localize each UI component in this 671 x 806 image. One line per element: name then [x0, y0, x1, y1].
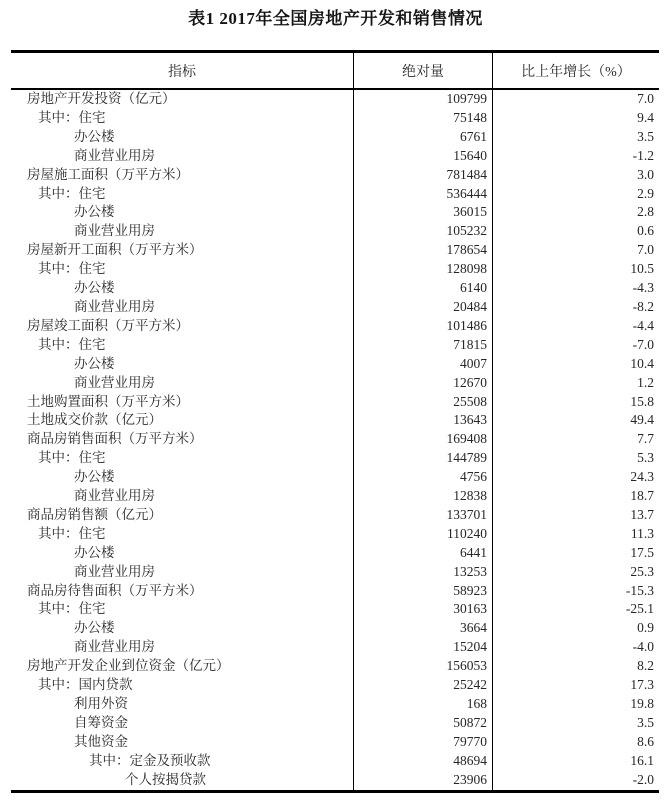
absolute-value-cell: 23906 — [353, 771, 492, 790]
table-row — [11, 657, 659, 676]
absolute-value-cell: 133701 — [353, 506, 492, 525]
absolute-value-cell: 156053 — [353, 657, 492, 676]
growth-value-cell: 15.8 — [492, 393, 659, 412]
absolute-value-cell: 169408 — [353, 430, 492, 449]
absolute-value-cell: 105232 — [353, 222, 492, 241]
growth-value-cell: 0.6 — [492, 222, 659, 241]
growth-value-cell: 0.9 — [492, 619, 659, 638]
indicator-cell: 办公楼 — [74, 355, 115, 371]
indicator-cell: 个人按揭贷款 — [125, 771, 206, 787]
indicator-cell: 其中：国内贷款 — [38, 677, 133, 693]
table-row — [11, 185, 659, 204]
table-row — [11, 374, 659, 393]
growth-value-cell: 1.2 — [492, 374, 659, 393]
absolute-value-cell: 110240 — [353, 525, 492, 544]
growth-value-cell: -4.4 — [492, 317, 659, 336]
growth-value-cell: 10.4 — [492, 355, 659, 374]
absolute-value-cell: 6140 — [353, 279, 492, 298]
indicator-cell: 商业营业用房 — [74, 488, 155, 504]
table-row — [11, 733, 659, 752]
absolute-value-cell: 12670 — [353, 374, 492, 393]
indicator-cell: 其他资金 — [74, 733, 128, 749]
page-title: 表1 2017年全国房地产开发和销售情况 — [188, 9, 483, 28]
growth-value-cell: 3.5 — [492, 714, 659, 733]
table-row — [11, 279, 659, 298]
indicator-cell: 办公楼 — [74, 280, 115, 296]
indicator-cell: 商品房销售面积（万平方米） — [27, 431, 203, 447]
indicator-cell: 房屋施工面积（万平方米） — [27, 166, 189, 182]
growth-value-cell: 3.0 — [492, 166, 659, 185]
absolute-value-cell: 109799 — [353, 90, 492, 109]
absolute-value-cell: 20484 — [353, 298, 492, 317]
indicator-cell: 商业营业用房 — [74, 374, 155, 390]
absolute-value-cell: 25508 — [353, 393, 492, 412]
table-row — [11, 752, 659, 771]
indicator-cell: 其中：住宅 — [38, 109, 106, 125]
indicator-cell: 办公楼 — [74, 620, 115, 636]
growth-value-cell: 16.1 — [492, 752, 659, 771]
growth-value-cell: 13.7 — [492, 506, 659, 525]
growth-value-cell: 7.0 — [492, 90, 659, 109]
indicator-cell: 商业营业用房 — [74, 563, 155, 579]
growth-value-cell: -7.0 — [492, 336, 659, 355]
table-row — [11, 317, 659, 336]
growth-value-cell: 10.5 — [492, 260, 659, 279]
table-row — [11, 260, 659, 279]
indicator-cell: 房屋竣工面积（万平方米） — [27, 317, 189, 333]
growth-value-cell: -4.3 — [492, 279, 659, 298]
growth-value-cell: 7.7 — [492, 430, 659, 449]
growth-value-cell: -1.2 — [492, 147, 659, 166]
stats-table — [11, 50, 659, 793]
absolute-value-cell: 15640 — [353, 147, 492, 166]
table-row — [11, 449, 659, 468]
absolute-value-cell: 144789 — [353, 449, 492, 468]
absolute-value-cell: 168 — [353, 695, 492, 714]
absolute-value-cell: 79770 — [353, 733, 492, 752]
growth-value-cell: 19.8 — [492, 695, 659, 714]
indicator-cell: 其中：住宅 — [38, 185, 106, 201]
table-row — [11, 582, 659, 601]
absolute-value-cell: 178654 — [353, 241, 492, 260]
growth-value-cell: 7.0 — [492, 241, 659, 260]
table-row — [11, 298, 659, 317]
absolute-value-cell: 50872 — [353, 714, 492, 733]
absolute-value-cell: 36015 — [353, 203, 492, 222]
growth-value-cell: 3.5 — [492, 128, 659, 147]
table-row — [11, 676, 659, 695]
table-header-row — [11, 53, 659, 90]
indicator-cell: 其中：住宅 — [38, 525, 106, 541]
absolute-value-cell: 781484 — [353, 166, 492, 185]
growth-value-cell: 24.3 — [492, 468, 659, 487]
indicator-cell: 房屋新开工面积（万平方米） — [27, 242, 203, 258]
indicator-cell: 土地成交价款（亿元） — [27, 412, 162, 428]
indicator-cell: 房地产开发企业到位资金（亿元） — [27, 658, 230, 674]
col-header-absolute: 绝对量 — [353, 53, 492, 88]
absolute-value-cell: 75148 — [353, 109, 492, 128]
growth-value-cell: -15.3 — [492, 582, 659, 601]
indicator-cell: 其中：住宅 — [38, 261, 106, 277]
absolute-value-cell: 58923 — [353, 582, 492, 601]
growth-value-cell: 25.3 — [492, 563, 659, 582]
absolute-value-cell: 101486 — [353, 317, 492, 336]
table-row — [11, 166, 659, 185]
table-row — [11, 147, 659, 166]
indicator-cell: 其中：定金及预收款 — [89, 752, 211, 768]
growth-value-cell: 18.7 — [492, 487, 659, 506]
indicator-cell: 办公楼 — [74, 204, 115, 220]
absolute-value-cell: 6441 — [353, 544, 492, 563]
absolute-value-cell: 15204 — [353, 638, 492, 657]
absolute-value-cell: 12838 — [353, 487, 492, 506]
absolute-value-cell: 4756 — [353, 468, 492, 487]
col-header-indicator: 指标 — [168, 64, 196, 80]
indicator-cell: 其中：住宅 — [38, 601, 106, 617]
absolute-value-cell: 536444 — [353, 185, 492, 204]
absolute-value-cell: 71815 — [353, 336, 492, 355]
table-row — [11, 600, 659, 619]
growth-value-cell: 17.5 — [492, 544, 659, 563]
absolute-value-cell: 48694 — [353, 752, 492, 771]
indicator-cell: 商品房待售面积（万平方米） — [27, 582, 203, 598]
absolute-value-cell: 4007 — [353, 355, 492, 374]
table-row — [11, 563, 659, 582]
indicator-cell: 利用外资 — [74, 696, 128, 711]
indicator-cell: 商业营业用房 — [74, 147, 155, 163]
indicator-cell: 商业营业用房 — [74, 639, 155, 655]
growth-value-cell: 2.9 — [492, 185, 659, 204]
table-row — [11, 109, 659, 128]
absolute-value-cell: 6761 — [353, 128, 492, 147]
growth-value-cell: -8.2 — [492, 298, 659, 317]
table-row — [11, 128, 659, 147]
absolute-value-cell: 13253 — [353, 563, 492, 582]
table-row — [11, 411, 659, 430]
absolute-value-cell: 13643 — [353, 411, 492, 430]
absolute-value-cell: 128098 — [353, 260, 492, 279]
growth-value-cell: -4.0 — [492, 638, 659, 657]
growth-value-cell: 11.3 — [492, 525, 659, 544]
table-row — [11, 203, 659, 222]
table-row — [11, 506, 659, 525]
growth-value-cell: 9.4 — [492, 109, 659, 128]
table-row — [11, 695, 659, 714]
absolute-value-cell: 3664 — [353, 619, 492, 638]
indicator-cell: 商业营业用房 — [74, 298, 155, 314]
table-row — [11, 393, 659, 412]
indicator-cell: 办公楼 — [74, 469, 115, 485]
absolute-value-cell: 25242 — [353, 676, 492, 695]
growth-value-cell: -25.1 — [492, 600, 659, 619]
indicator-cell: 商业营业用房 — [74, 223, 155, 239]
table-row — [11, 90, 659, 109]
table-row — [11, 638, 659, 657]
table-row — [11, 336, 659, 355]
indicator-cell: 其中：住宅 — [38, 336, 106, 352]
table-row — [11, 714, 659, 733]
growth-value-cell: 8.2 — [492, 657, 659, 676]
indicator-cell: 土地购置面积（万平方米） — [27, 393, 189, 409]
indicator-cell: 其中：住宅 — [38, 450, 106, 466]
table-body — [11, 90, 659, 790]
table-row — [11, 241, 659, 260]
table-row — [11, 619, 659, 638]
indicator-cell: 自筹资金 — [74, 714, 128, 730]
growth-value-cell: 17.3 — [492, 676, 659, 695]
growth-value-cell: 49.4 — [492, 411, 659, 430]
indicator-cell: 办公楼 — [74, 128, 115, 144]
indicator-cell: 房地产开发投资（亿元） — [27, 91, 176, 106]
col-header-growth: 比上年增长（%） — [492, 53, 659, 88]
table-row — [11, 355, 659, 374]
growth-value-cell: 8.6 — [492, 733, 659, 752]
table-row — [11, 544, 659, 563]
growth-value-cell: 5.3 — [492, 449, 659, 468]
growth-value-cell: -2.0 — [492, 771, 659, 790]
table-row — [11, 771, 659, 790]
table-row — [11, 430, 659, 449]
table-row — [11, 222, 659, 241]
table-row — [11, 525, 659, 544]
table-row — [11, 487, 659, 506]
absolute-value-cell: 30163 — [353, 600, 492, 619]
table-row — [11, 468, 659, 487]
growth-value-cell: 2.8 — [492, 203, 659, 222]
indicator-cell: 商品房销售额（亿元） — [27, 506, 162, 522]
indicator-cell: 办公楼 — [74, 544, 115, 560]
